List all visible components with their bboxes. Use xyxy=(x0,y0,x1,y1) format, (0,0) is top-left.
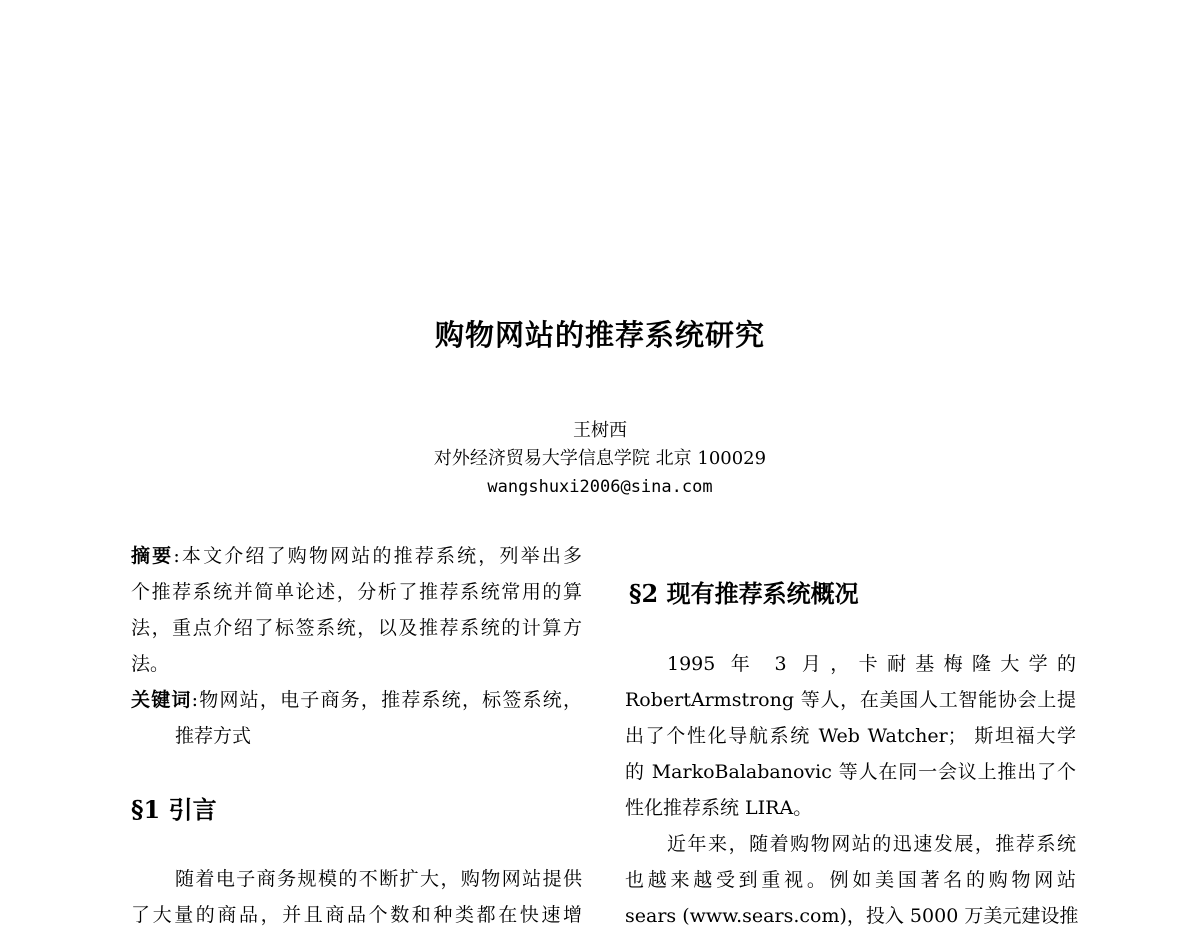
section-2-body xyxy=(625,646,1079,934)
abstract-line: 摘要:本文介绍了购物网站的推荐系统，列举出多 xyxy=(131,545,582,567)
body-line: 了大量的商品，并且商品个数和种类都在快速增 xyxy=(131,904,582,926)
section-1-heading: §1 引言 xyxy=(131,795,217,824)
body-line: 也越来越受到重视。例如美国著名的购物网站 xyxy=(625,869,1076,891)
keywords-line: 推荐方式 xyxy=(175,725,252,747)
author-affiliation: 对外经济贸易大学信息学院 北京 100029 xyxy=(433,448,767,469)
author-name: 王树西 xyxy=(573,420,627,441)
left-column xyxy=(131,538,582,754)
abstract-label: 摘要 xyxy=(131,545,174,567)
paper-title: 购物网站的推荐系统研究 xyxy=(434,318,765,352)
body-line: 出了个性化导航系统 Web Watcher； 斯坦福大学 xyxy=(625,725,1076,747)
abstract-line: 个推荐系统并简单论述，分析了推荐系统常用的算 xyxy=(131,581,582,603)
body-line: 近年来，随着购物网站的迅速发展，推荐系统 xyxy=(667,833,1076,855)
keywords-label: 关键词 xyxy=(131,689,192,711)
section-1-body xyxy=(131,861,582,933)
author-email: wangshuxi2006@sina.com xyxy=(487,477,713,497)
body-line: 随着电子商务规模的不断扩大，购物网站提供 xyxy=(175,868,582,890)
body-line: RobertArmstrong 等人，在美国人工智能协会上提 xyxy=(625,689,1076,711)
abstract-line: 法。 xyxy=(131,653,170,675)
section-2-heading: §2 现有推荐系统概况 xyxy=(629,579,859,608)
body-line: sears (www.sears.com)，投入 5000 万美元建设推 xyxy=(625,905,1079,927)
abstract-line: 法，重点介绍了标签系统，以及推荐系统的计算方 xyxy=(131,617,582,639)
body-line: 1995 年 3 月，卡耐基梅隆大学的 xyxy=(667,653,1076,675)
keywords-line: 关键词:物网站，电子商务，推荐系统，标签系统， xyxy=(131,689,582,711)
body-line: 的 MarkoBalabanovic 等人在同一会议上推出了个 xyxy=(625,761,1076,783)
body-line: 性化推荐系统 LIRA。 xyxy=(625,797,813,819)
